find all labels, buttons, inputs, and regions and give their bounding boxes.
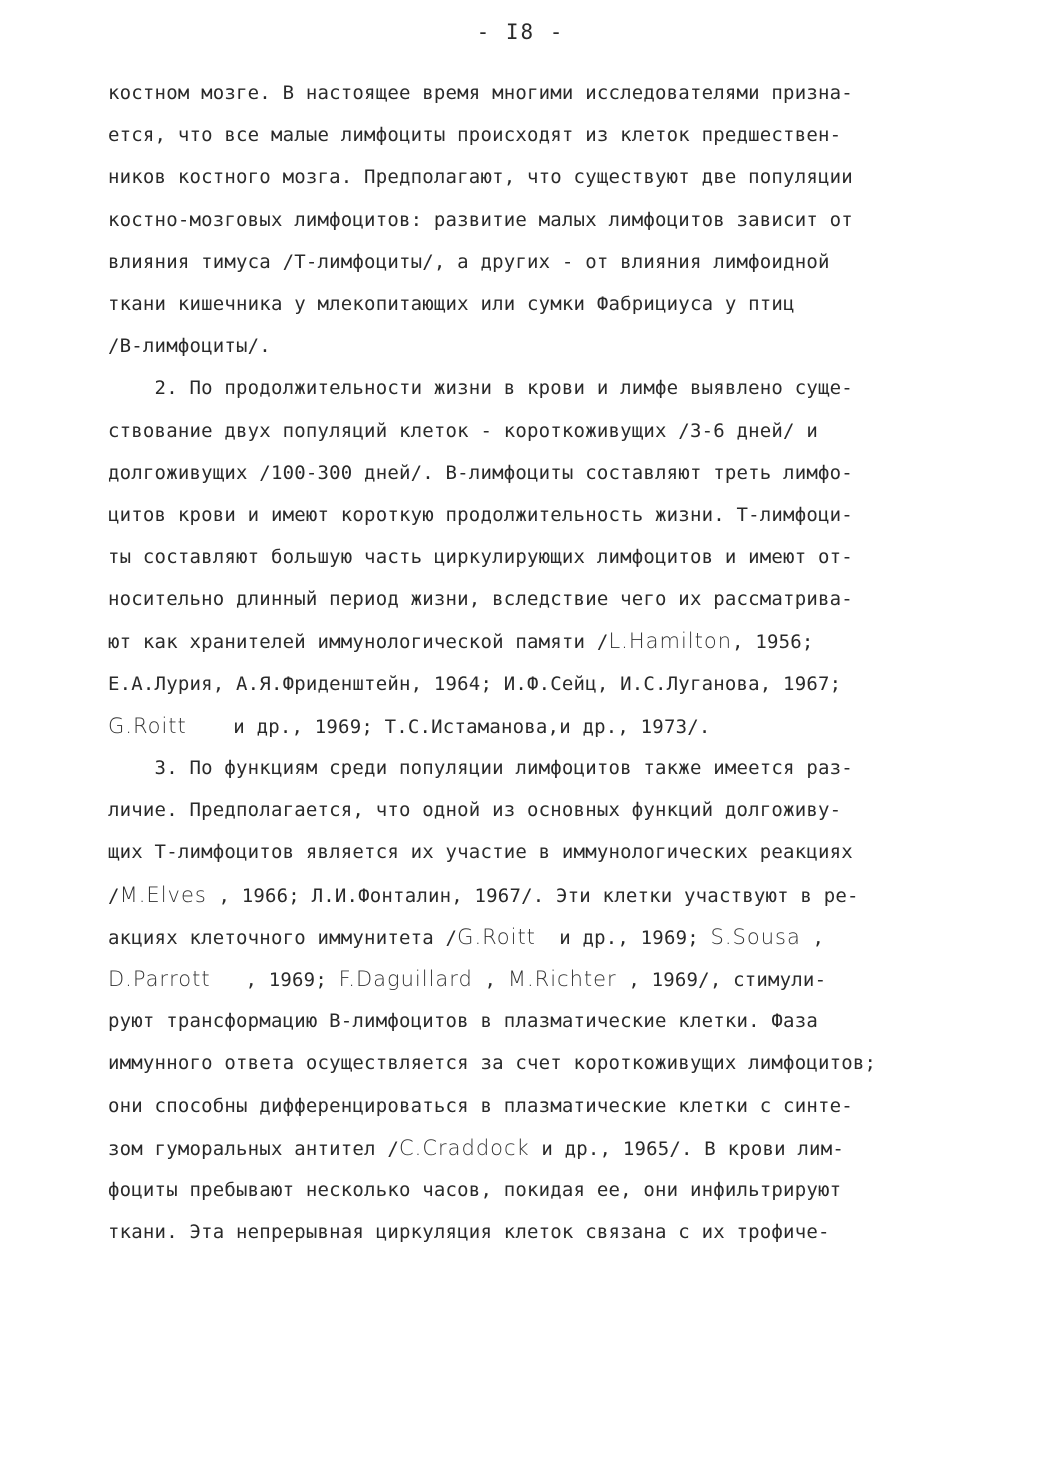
handwritten-citation: M.Elves: [119, 882, 207, 907]
text-line: [108, 705, 968, 747]
paragraph-2-start: 2. По продолжительности жизни в крови и лимфе выявлено суще-: [108, 377, 853, 400]
line-text: зом гуморальных антител /: [108, 1137, 399, 1160]
citation-rest: и др., 1969; Т.С.Истаманова,и др., 1973/.: [186, 715, 711, 738]
text-line: [108, 620, 968, 662]
text-line: носительно длинный период жизни, вследствие чего их рассматрива-: [108, 588, 853, 611]
citation-rest: , 1969/, стимули-: [616, 968, 827, 991]
text-line: [108, 1127, 968, 1169]
text-line: [108, 958, 968, 1000]
text-line: костном мозге. В настоящее время многими исследователями призна-: [108, 82, 853, 104]
text-line: /В-лимфоциты/.: [108, 335, 271, 358]
text-line: долгоживущих /100-300 дней/. В-лимфоциты составляют треть лимфо-: [108, 461, 853, 484]
text-line: ников костного мозга. Предполагают, что существуют две популяции: [108, 166, 853, 189]
citation-rest: и др., 1965/. В крови лим-: [529, 1137, 844, 1160]
text-line: ствование двух популяций клеток - короткоживущих /3-6 дней/ и: [108, 419, 818, 442]
citation-rest: и др., 1969;: [535, 926, 711, 949]
text-line: ткани кишечника у млекопитающих или сумки Фабрициуса у птиц: [108, 292, 795, 315]
text-line: личие. Предполагается, что одной из основных функций долгоживу-: [108, 799, 842, 822]
text-line: [108, 916, 968, 958]
handwritten-citation: L.Hamilton: [608, 629, 733, 654]
citation-rest: , 1966; Л.И.Фонталин, 1967/. Эти клетки участвуют в ре-: [206, 884, 859, 907]
body-text: [108, 72, 968, 1253]
handwritten-citation: M.Richter: [507, 966, 617, 991]
handwritten-citation: G.Roitt: [457, 924, 536, 949]
handwritten-citation: G.Roitt: [108, 713, 187, 738]
citation-rest: ,: [472, 968, 508, 991]
text-line: фоциты пребывают несколько часов, покидая ее, они инфильтрируют: [108, 1178, 842, 1201]
citation-rest: , 1969;: [210, 968, 339, 991]
text-line: щих Т-лимфоцитов является их участие в иммунологических реакциях: [108, 841, 853, 864]
citation-rest: ,: [800, 926, 825, 949]
citation-year: , 1956;: [732, 631, 814, 654]
text-line: костно-мозговых лимфоцитов: развитие малых лимфоцитов зависит от: [108, 208, 853, 231]
text-line: [108, 874, 968, 916]
handwritten-citation: S.Sousa: [710, 924, 801, 949]
line-text: акциях клеточного иммунитета /: [108, 926, 458, 949]
page-number: - I8 -: [476, 20, 565, 44]
line-text: /: [108, 884, 120, 907]
handwritten-citation: C.Craddock: [398, 1135, 530, 1160]
text-line: иммунного ответа осуществляется за счет короткоживущих лимфоцитов;: [108, 1052, 877, 1075]
text-line: руют трансформацию В-лимфоцитов в плазматические клетки. Фаза: [108, 1010, 818, 1033]
text-line: влияния тимуса /Т-лимфоциты/, а других - от влияния лимфоидной: [108, 250, 830, 273]
text-line: Е.А.Лурия, А.Я.Фриденштейн, 1964; И.Ф.Сейц, И.С.Луганова, 1967;: [108, 672, 842, 695]
text-line: ется, что все малые лимфоциты происходят из клеток предшествен-: [108, 124, 842, 147]
handwritten-citation: D.Parrott: [108, 966, 211, 991]
text-line: ты составляют большую часть циркулирующих лимфоцитов и имеют от-: [108, 546, 853, 569]
handwritten-citation: F.Daguillard: [338, 966, 473, 991]
paragraph-3-start: 3. По функциям среди популяции лимфоцитов также имеется раз-: [108, 757, 853, 779]
text-line: ткани. Эта непрерывная циркуляция клеток связана с их трофиче-: [108, 1221, 830, 1244]
line-text: ют как хранителей иммунологической памяти /: [108, 631, 609, 654]
text-line: они способны дифференцироваться в плазматические клетки с синте-: [108, 1094, 853, 1117]
text-line: цитов крови и имеют короткую продолжительность жизни. Т-лимфоци-: [108, 503, 853, 526]
